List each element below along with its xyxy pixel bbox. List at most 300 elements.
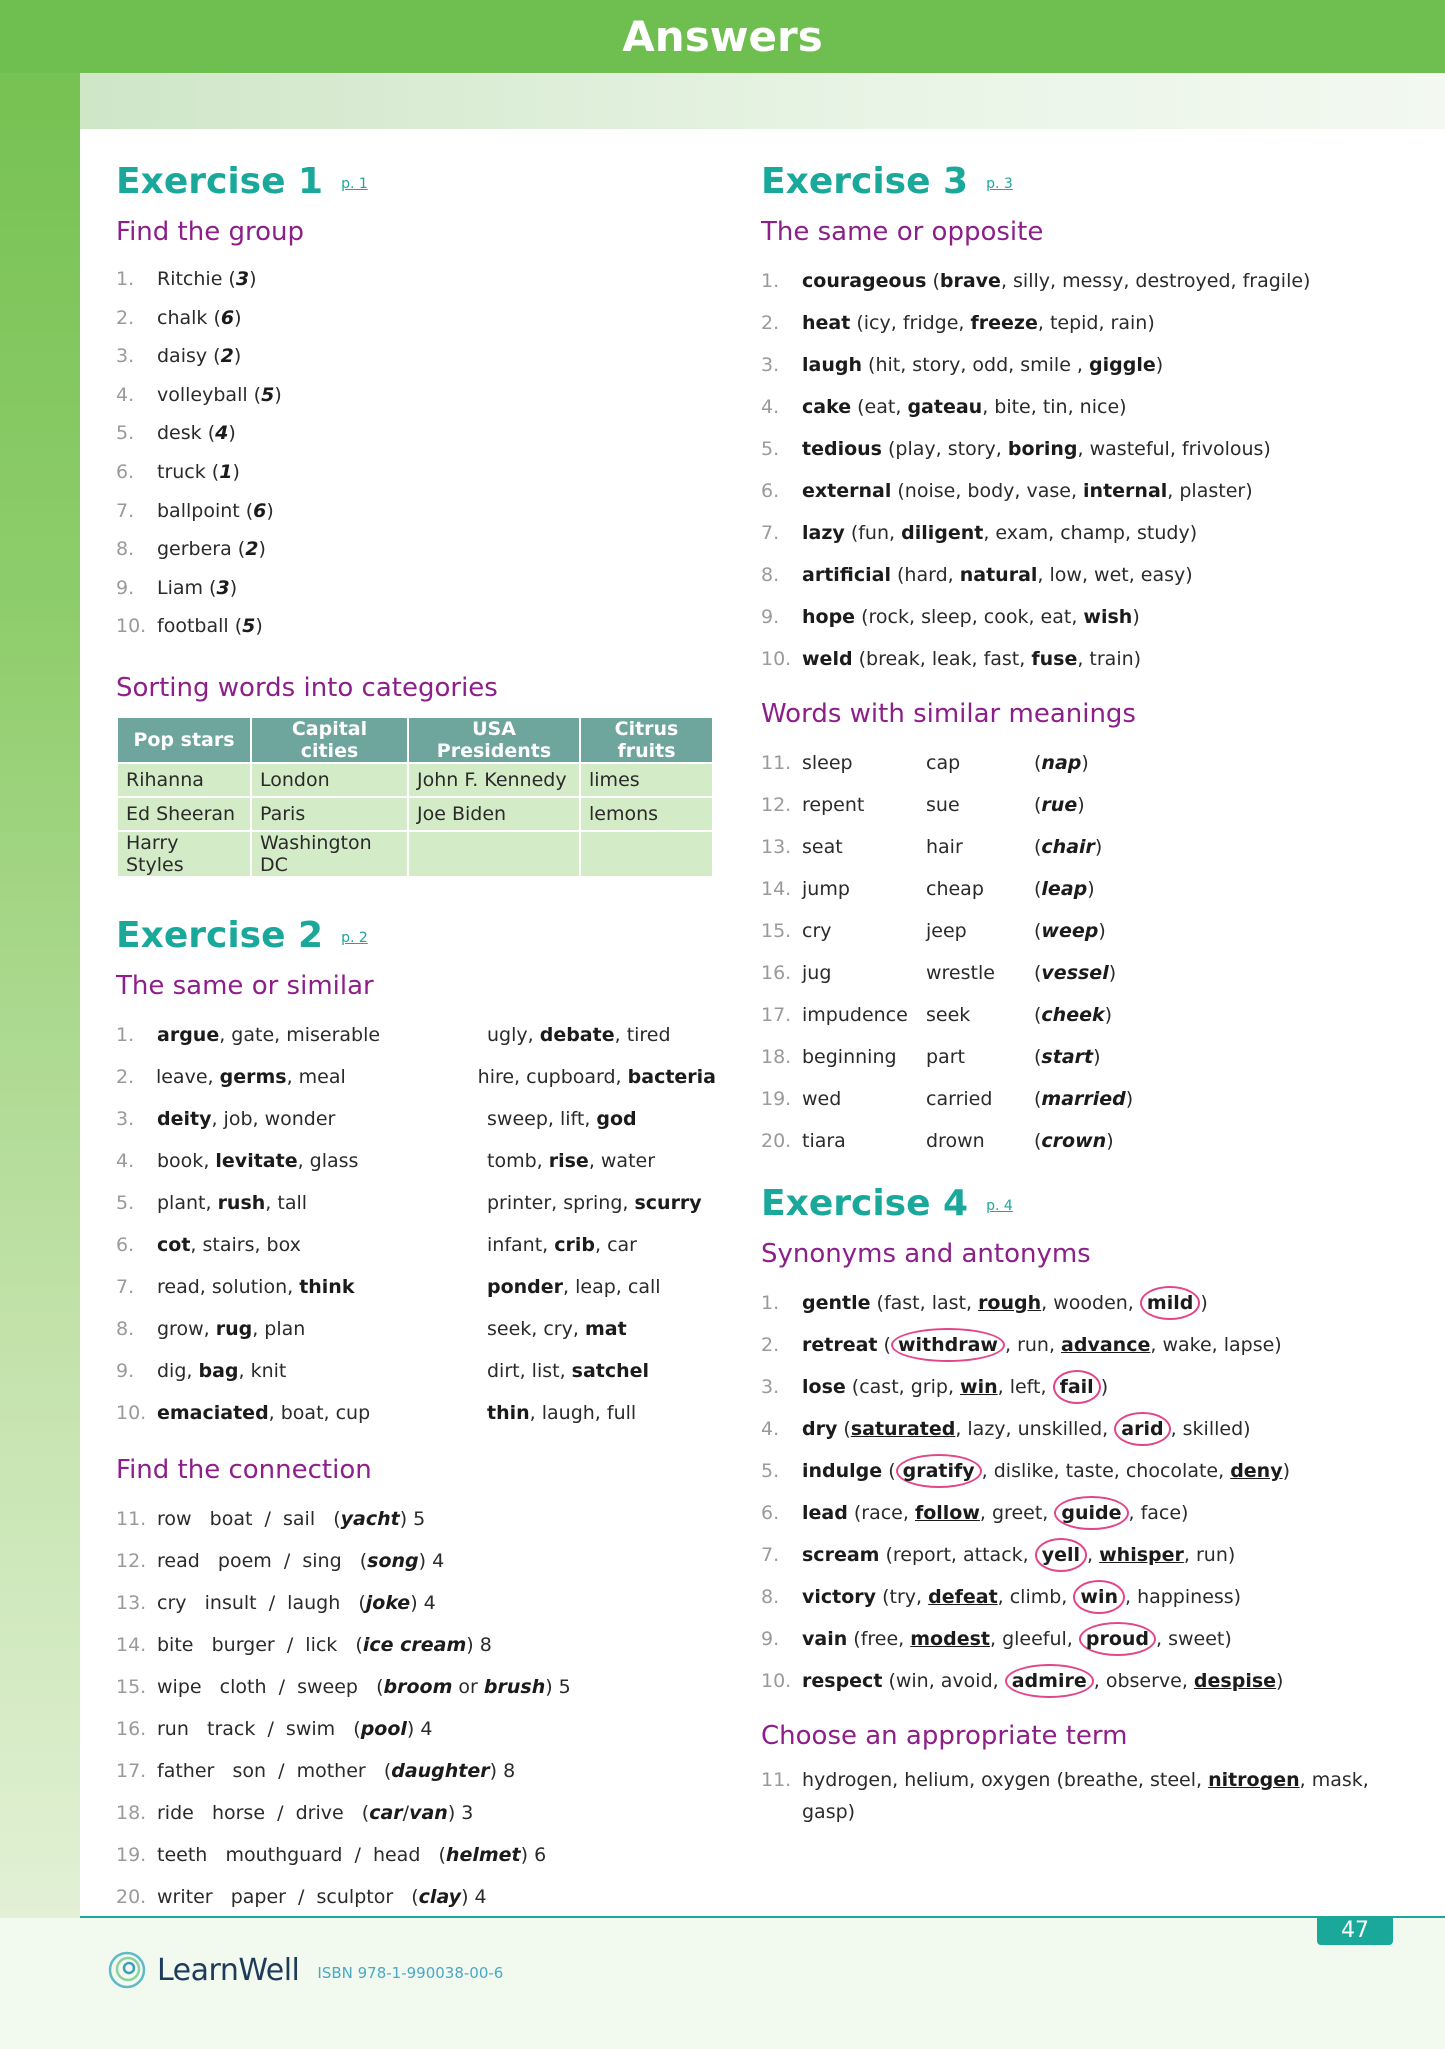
list-item — [116, 337, 716, 376]
text: ) — [249, 268, 257, 290]
group-number: 1 — [219, 460, 233, 483]
text: , tepid, rain) — [1037, 312, 1155, 334]
item-number: 7. — [761, 1544, 780, 1566]
exercise-title: Exercise 4 — [761, 1183, 969, 1224]
page-ref-link[interactable]: p. 4 — [986, 1198, 1013, 1214]
section-sorting-words: Sorting words into categories — [116, 672, 498, 703]
synonym-circled: proud — [1079, 1622, 1156, 1656]
group-number: 6 — [253, 499, 267, 522]
item-text: , mask, — [1299, 1769, 1369, 1791]
text: , wasteful, frivolous) — [1077, 438, 1271, 460]
keyword: mat — [584, 1317, 627, 1340]
list-item — [116, 1266, 716, 1308]
list-item — [761, 1366, 1401, 1408]
letter-count: ) 3 — [447, 1801, 474, 1824]
text: , job, wonder — [211, 1107, 336, 1130]
text: (try, — [876, 1586, 929, 1608]
text: ) — [1132, 606, 1140, 628]
answer-word: daughter — [391, 1759, 490, 1782]
text: , dislike, taste, chocolate, — [981, 1460, 1231, 1482]
brand-name: LearnWell — [157, 1952, 300, 1988]
item-number: 5. — [761, 438, 780, 460]
list-item — [761, 1534, 1401, 1576]
item-number: 4. — [116, 383, 135, 406]
table-header-cell: Capital cities — [251, 717, 408, 763]
list-item — [116, 1350, 716, 1392]
keyword: bacteria — [627, 1065, 716, 1088]
list-item — [116, 1308, 716, 1350]
swirl-logo-icon — [107, 1950, 147, 1990]
list-item — [116, 1056, 716, 1098]
text: ) — [232, 460, 240, 483]
exercise-title: Exercise 3 — [761, 161, 969, 202]
word-one: wed — [802, 1088, 842, 1110]
table-cell: Paris — [251, 797, 408, 831]
keyword: god — [596, 1107, 637, 1130]
group-number: 2 — [220, 345, 234, 368]
item-group-a — [157, 1266, 487, 1308]
table-cell: Ed Sheeran — [117, 797, 251, 831]
item-word: truck ( — [157, 460, 220, 483]
item-number: 10. — [116, 615, 147, 638]
word-two: hair — [926, 836, 963, 858]
text: book, — [157, 1149, 216, 1172]
table-row — [117, 831, 713, 877]
text: , meal — [286, 1065, 346, 1088]
item-number: 2. — [761, 312, 780, 334]
keyword: wish — [1083, 606, 1133, 628]
text: , laugh, full — [529, 1401, 637, 1424]
keyword: boring — [1007, 438, 1078, 460]
list-item — [116, 1014, 716, 1056]
text: seek, cry, — [487, 1317, 585, 1340]
item-antonym: nitrogen — [1208, 1769, 1300, 1791]
list-item — [761, 784, 1401, 826]
item-group-a — [156, 1056, 478, 1098]
text: ( — [1034, 794, 1042, 816]
text: , tired — [614, 1023, 671, 1046]
item-number: 3. — [116, 345, 135, 368]
text: , glass — [297, 1149, 359, 1172]
text: , exam, champ, study) — [983, 522, 1198, 544]
item-group-b — [487, 1098, 637, 1140]
word-one: seat — [802, 836, 843, 858]
item-number: 16. — [761, 962, 792, 984]
keyword: levitate — [215, 1149, 298, 1172]
antonym-underlined: defeat — [928, 1586, 998, 1608]
keyword: gateau — [907, 396, 983, 418]
find-the-connection-list — [116, 1498, 716, 1918]
table-cell: John F. Kennedy — [408, 763, 580, 797]
word-one: tiara — [802, 1130, 846, 1152]
page-ref-link[interactable]: p. 2 — [341, 929, 368, 946]
text: ugly, — [487, 1023, 540, 1046]
text: ( — [1034, 878, 1042, 900]
item-text: hydrogen, helium, oxygen (breathe, steel, — [802, 1769, 1209, 1791]
item-number: 5. — [116, 422, 135, 445]
keyword: respect — [802, 1670, 883, 1692]
section-find-the-connection: Find the connection — [116, 1454, 372, 1485]
text: , car — [594, 1233, 637, 1256]
text: (rock, sleep, cook, eat, — [855, 606, 1084, 628]
item-number: 8. — [116, 538, 135, 561]
table-row — [117, 763, 713, 797]
list-item — [116, 1582, 716, 1624]
synonym-circled: guide — [1054, 1496, 1128, 1530]
word-one: impudence — [802, 1004, 908, 1026]
table-header-cell: USA Presidents — [408, 717, 580, 763]
list-item — [761, 302, 1401, 344]
text: grow, — [157, 1317, 216, 1340]
text: (fast, last, — [870, 1292, 979, 1314]
clue-text: bite burger / lick ( — [157, 1633, 363, 1656]
item-word: football ( — [157, 615, 243, 638]
list-item — [116, 1098, 716, 1140]
text: ) — [1200, 1292, 1208, 1314]
item-number: 11. — [761, 1769, 792, 1791]
text: or — [452, 1675, 484, 1698]
word-two: carried — [926, 1088, 993, 1110]
antonym-underlined: follow — [914, 1502, 980, 1524]
item-number: 10. — [761, 1670, 792, 1692]
list-item — [761, 1408, 1401, 1450]
answer-word: weep — [1041, 920, 1099, 942]
text: ) — [266, 499, 274, 522]
footer-divider — [80, 1916, 1445, 1918]
clue-text: row boat / sail ( — [157, 1507, 341, 1530]
antonym-underlined: saturated — [850, 1418, 956, 1440]
text: ( — [1034, 1046, 1042, 1068]
keyword: scurry — [634, 1191, 702, 1214]
keyword: hope — [802, 606, 856, 628]
text: , plan — [252, 1317, 306, 1340]
synonym-circled: gratify — [896, 1454, 982, 1488]
text: (cast, grip, — [845, 1376, 961, 1398]
section-choose-term: Choose an appropriate term — [761, 1721, 1128, 1751]
item-number: 10. — [116, 1401, 147, 1424]
word-two: cap — [926, 752, 961, 774]
text: , lazy, unskilled, — [955, 1418, 1115, 1440]
answer-word: vessel — [1041, 962, 1109, 984]
word-one: beginning — [802, 1046, 897, 1068]
clue-text: wipe cloth / sweep ( — [157, 1675, 384, 1698]
keyword: tedious — [802, 438, 882, 460]
left-column — [116, 160, 716, 1918]
letter-count: ) 4 — [410, 1591, 436, 1614]
clue-text: read poem / sing ( — [157, 1549, 368, 1572]
answer-word: married — [1041, 1088, 1126, 1110]
list-item — [116, 1624, 716, 1666]
keyword: cake — [802, 396, 852, 418]
item-number: 9. — [761, 1628, 780, 1650]
text: ( — [1034, 1004, 1042, 1026]
list-item — [761, 596, 1401, 638]
text: , stairs, box — [190, 1233, 301, 1256]
item-group-a — [157, 1182, 487, 1224]
item-number: 14. — [116, 1633, 147, 1656]
text: ( — [926, 270, 940, 292]
item-number: 16. — [116, 1717, 147, 1740]
text: ) — [274, 383, 282, 406]
letter-count: ) 8 — [489, 1759, 516, 1782]
table-cell: Rihanna — [117, 763, 251, 797]
text: (eat, — [851, 396, 908, 418]
text: infant, — [487, 1233, 555, 1256]
list-item — [761, 1492, 1401, 1534]
section-same-or-opposite: The same or opposite — [761, 217, 1044, 247]
item-number: 7. — [116, 1275, 135, 1298]
keyword: artificial — [802, 564, 891, 586]
item-number: 17. — [761, 1004, 792, 1026]
list-item — [761, 1450, 1401, 1492]
text: (break, leak, fast, — [852, 648, 1032, 670]
text: ) — [233, 345, 242, 368]
answer-word: van — [409, 1801, 448, 1824]
item-group-b — [487, 1266, 661, 1308]
text: dirt, list, — [487, 1359, 572, 1382]
answer-word: joke — [365, 1591, 411, 1614]
section-same-or-similar: The same or similar — [116, 970, 374, 1001]
item-word: desk ( — [157, 422, 216, 445]
item-number: 4. — [761, 396, 780, 418]
text: ( — [1034, 836, 1042, 858]
keyword: laugh — [802, 354, 862, 376]
text: ( — [1034, 1130, 1042, 1152]
text: , run, — [1004, 1334, 1062, 1356]
item-number: 15. — [761, 920, 792, 942]
publisher-logo — [107, 1950, 503, 1990]
table-cell: limes — [580, 763, 713, 797]
item-number: 15. — [116, 1675, 147, 1698]
page-title: Answers — [622, 12, 823, 61]
item-group-b — [487, 1308, 627, 1350]
letter-count: ) 6 — [520, 1843, 547, 1866]
list-item — [761, 1660, 1401, 1702]
keyword: heat — [802, 312, 851, 334]
keyword: diligent — [901, 522, 984, 544]
text: , happiness) — [1124, 1586, 1242, 1608]
answer-word: brush — [483, 1675, 546, 1698]
item-group-b — [478, 1056, 716, 1098]
answer-word: crown — [1041, 1130, 1107, 1152]
page-number: 47 — [1317, 1916, 1393, 1945]
list-item — [116, 1750, 716, 1792]
text: ) — [1282, 1460, 1291, 1482]
answer — [1034, 1078, 1133, 1120]
list-item — [761, 1120, 1401, 1162]
item-number: 20. — [761, 1130, 792, 1152]
right-column — [761, 160, 1401, 1828]
keyword: germs — [219, 1065, 287, 1088]
text: , climb, — [997, 1586, 1074, 1608]
answer-word: helmet — [445, 1843, 521, 1866]
list-item — [116, 1224, 716, 1266]
list-item — [116, 530, 716, 569]
clue-text: father son / mother ( — [157, 1759, 392, 1782]
answer-word: start — [1041, 1046, 1094, 1068]
item-word: ballpoint ( — [157, 499, 254, 522]
keyword: cot — [157, 1233, 191, 1256]
letter-count: ) 4 — [406, 1717, 433, 1740]
list-item — [761, 428, 1401, 470]
keyword: lose — [802, 1376, 846, 1398]
text: , boat, cup — [268, 1401, 371, 1424]
categories-table — [116, 716, 714, 878]
keyword: vain — [802, 1628, 848, 1650]
text: ( — [837, 1418, 851, 1440]
text: ( — [1034, 962, 1042, 984]
group-number: 5 — [261, 383, 275, 406]
item-number: 20. — [116, 1885, 147, 1908]
text: , run) — [1183, 1544, 1236, 1566]
exercise-title: Exercise 2 — [116, 914, 324, 956]
synonym-circled: admire — [1005, 1664, 1094, 1698]
text: leave, — [155, 1065, 220, 1088]
section-synonyms-antonyms: Synonyms and antonyms — [761, 1239, 1091, 1269]
keyword: retreat — [802, 1334, 878, 1356]
keyword: brave — [939, 270, 1001, 292]
item-number: 12. — [761, 794, 792, 816]
list-item — [761, 638, 1401, 680]
word-two: part — [926, 1046, 965, 1068]
answer — [1034, 826, 1102, 868]
table-cell: Washington DC — [251, 831, 408, 877]
letter-count: ) 5 — [399, 1507, 426, 1530]
text: , leap, call — [563, 1275, 661, 1298]
table-cell — [580, 831, 713, 877]
text: ) — [1125, 1088, 1134, 1110]
antonym-underlined: despise — [1193, 1670, 1277, 1692]
text: , wooden, — [1041, 1292, 1140, 1314]
keyword: courageous — [802, 270, 927, 292]
text: ) — [1098, 920, 1106, 942]
item-number: 17. — [116, 1759, 147, 1782]
antonym-underlined: modest — [910, 1628, 990, 1650]
item-group-a — [157, 1014, 487, 1056]
page-ref-link[interactable]: p. 1 — [341, 176, 368, 192]
text: ) — [1093, 1046, 1101, 1068]
keyword: external — [802, 480, 892, 502]
text: (noise, body, vase, — [891, 480, 1084, 502]
text: ) — [1106, 1130, 1114, 1152]
text: , face) — [1128, 1502, 1189, 1524]
item-number: 13. — [116, 1591, 147, 1614]
text: plant, — [157, 1191, 218, 1214]
item-number: 4. — [116, 1149, 135, 1172]
item-word: gerbera ( — [157, 538, 246, 561]
item-number: 2. — [761, 1334, 780, 1356]
list-item — [761, 826, 1401, 868]
item-number: 3. — [761, 1376, 780, 1398]
answer — [1034, 868, 1095, 910]
text: (free, — [847, 1628, 911, 1650]
text: sweep, lift, — [487, 1107, 597, 1130]
answer-word: clay — [418, 1885, 462, 1908]
text: ) — [255, 615, 263, 638]
word-one: repent — [802, 794, 865, 816]
list-item — [116, 260, 716, 299]
text: ) — [228, 422, 236, 445]
isbn-text: ISBN 978-1-990038-00-6 — [317, 1964, 504, 1982]
item-group-b — [487, 1392, 636, 1434]
text: ) — [1155, 354, 1164, 376]
list-item — [761, 260, 1401, 302]
item-number: 8. — [761, 1586, 780, 1608]
answer — [1034, 1036, 1101, 1078]
list-item — [116, 1792, 716, 1834]
keyword: indulge — [802, 1460, 883, 1482]
item-number: 2. — [116, 1065, 135, 1088]
keyword: emaciated — [157, 1401, 269, 1424]
item-number: 3. — [761, 354, 780, 376]
text: , wake, lapse) — [1150, 1334, 1282, 1356]
list-item — [761, 386, 1401, 428]
synonym-circled: mild — [1140, 1286, 1200, 1320]
item-group-b — [487, 1350, 649, 1392]
item-number: 6. — [761, 480, 780, 502]
list-item — [761, 868, 1401, 910]
answer-word: chair — [1041, 836, 1095, 858]
antonym-underlined: win — [960, 1376, 998, 1398]
text: , left, — [997, 1376, 1053, 1398]
item-number: 1. — [116, 1023, 135, 1046]
item-group-a — [157, 1308, 487, 1350]
list-item — [116, 1182, 716, 1224]
text: , greet, — [979, 1502, 1055, 1524]
list-item — [116, 1834, 716, 1876]
item-number: 3. — [116, 1107, 135, 1130]
exercise-3-heading — [761, 160, 1401, 204]
exercise-4-heading — [761, 1182, 1401, 1226]
list-item — [116, 1140, 716, 1182]
answer-word: yacht — [340, 1507, 400, 1530]
item-number: 6. — [761, 1502, 780, 1524]
keyword: lead — [802, 1502, 848, 1524]
choose-term-item — [761, 1764, 1401, 1828]
text: ) — [1276, 1670, 1284, 1692]
group-number: 3 — [216, 576, 230, 599]
synonym-circled: arid — [1114, 1412, 1170, 1446]
item-number: 11. — [116, 1507, 147, 1530]
answer-word: ice cream — [362, 1633, 467, 1656]
letter-count: ) 4 — [461, 1885, 487, 1908]
keyword: weld — [802, 648, 853, 670]
left-decorative-band — [0, 0, 80, 2049]
list-item — [116, 569, 716, 608]
answer-word: car — [369, 1801, 403, 1824]
keyword: ponder — [487, 1275, 564, 1298]
item-word: volleyball ( — [157, 383, 262, 406]
item-group-a — [157, 1392, 487, 1434]
text: , skilled) — [1170, 1418, 1251, 1440]
table-header-cell: Pop stars — [117, 717, 251, 763]
answer-word: nap — [1041, 752, 1082, 774]
header-subband — [80, 73, 1445, 129]
item-number: 12. — [116, 1549, 147, 1572]
item-number: 8. — [761, 564, 780, 586]
item-number: 10. — [761, 648, 792, 670]
text: ) — [1087, 878, 1095, 900]
item-number: 19. — [116, 1843, 147, 1866]
item-number: 7. — [761, 522, 780, 544]
list-item — [761, 470, 1401, 512]
page-ref-link[interactable]: p. 3 — [986, 176, 1013, 192]
table-cell — [408, 831, 580, 877]
text: , train) — [1077, 648, 1142, 670]
item-number: 18. — [761, 1046, 792, 1068]
letter-count: ) 4 — [418, 1549, 445, 1572]
synonym-circled: win — [1073, 1580, 1125, 1614]
